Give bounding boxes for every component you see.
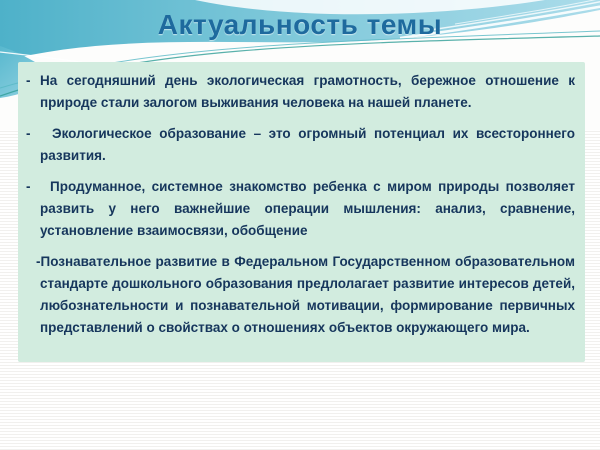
bullet-item <box>26 251 575 339</box>
slide-title: Актуальность темы <box>157 9 443 40</box>
bullet-dash: - <box>26 73 31 88</box>
bullet-item <box>26 123 575 167</box>
bullet-item <box>26 70 575 114</box>
bullet-dash: - <box>26 179 31 194</box>
bullet-dash: - <box>26 126 31 141</box>
bullet-text: Экологическое образование – это огромный потенциал их всестороннего развития. <box>40 126 575 163</box>
bullet-text: Продуманное, системное знакомство ребенка с миром природы позволяет развить у него важнейшие операции мышления: анализ, сравнение, установление взаимосвязи, обобщение <box>40 179 575 238</box>
content-box <box>18 62 585 362</box>
bullet-text: -Познавательное развитие в Федеральном Государственном образовательном стандарте дошкольного образования предлолагает развитие интересов детей, любознательности и познавательной мотивации, формирование первичных представлений о свойствах о отношениях объектов окружающего мира. <box>36 254 575 335</box>
bullet-item <box>26 176 575 242</box>
bullet-text: На сегодняшний день экологическая грамотность, бережное отношение к природе стали залогом выживания человека на нашей планете. <box>40 73 575 110</box>
